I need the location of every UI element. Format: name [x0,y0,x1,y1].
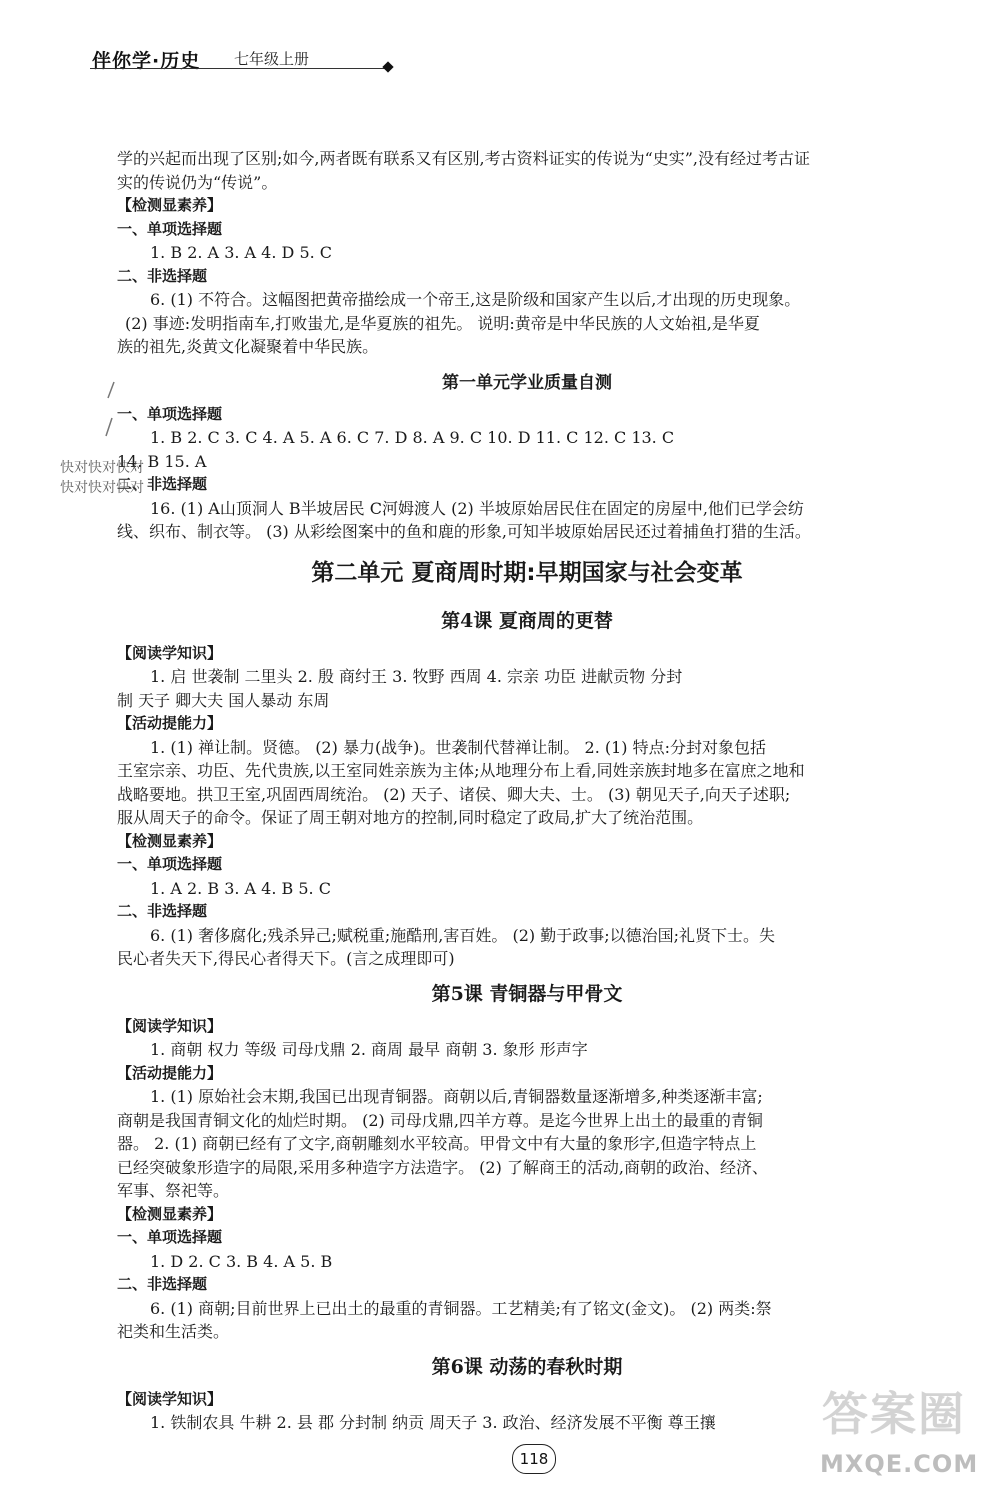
lesson-title: 第5课 青铜器与甲骨文 [431,982,623,1005]
question-type-label: 一、单项选择题 [117,404,223,423]
section-heading: 【检测显素养】 [117,1204,223,1223]
section-heading: 【检测显素养】 [117,196,223,214]
answer-line: 战略要地。拱卫王室,巩固西周统治。 (2) 天子、诸侯、卿大夫、士。 (3) 朝见天子,向天子述职; [117,784,791,804]
answer-line: 祀类和生活类。 [117,1322,230,1341]
unit-title: 第二单元 夏商周时期:早期国家与社会变革 [311,559,743,586]
page-content [117,147,937,1435]
question-type-label: 一、单项选择题 [117,219,223,238]
question-type-label: 一、单项选择题 [117,1228,223,1246]
watermark-url: MXQE.COM [820,1450,979,1478]
question-type-label: 一、单项选择题 [117,855,223,873]
answer-line: 16. (1) A山顶洞人 B半坡居民 C河姆渡人 (2) 半坡原始居民住在固定的房屋中,他们已学会纺 [150,498,804,518]
text-line: 实的传说仍为“传说”。 [117,172,278,192]
pencil-mark-icon [100,378,120,438]
answer-line: 已经突破象形造字的局限,采用多种造字方法造字。 (2) 了解商王的活动,商朝的政治、经济、 [117,1157,769,1177]
margin-note-line: 快对快对快对 [60,480,144,496]
answer-line: 1. B 2. A 3. A 4. D 5. C [150,243,333,262]
header-rule [90,68,388,69]
question-type-label: 二、非选择题 [117,902,208,920]
margin-note-line: 快对快对快对 [60,460,144,476]
answer-line: 14. B 15. A [117,451,207,471]
answer-line: 6. (1) 奢侈腐化;残杀异己;赋税重;施酷刑,害百姓。 (2) 勤于政事;以德治国;礼贤下士。失 [150,925,775,945]
answer-line: 制 天子 卿大夫 国人暴动 东周 [117,690,330,710]
answer-line: 6. (1) 商朝;目前世界上已出土的最重的青铜器。工艺精美;有了铭文(金文)。 (2) 两类:祭 [150,1298,772,1318]
answer-line: 6. (1) 不符合。这幅图把黄帝描绘成一个帝王,这是阶级和国家产生以后,才出现的历史现象。 [150,290,801,309]
answer-line: 线、织布、制衣等。 (3) 从彩绘图案中的鱼和鹿的形象,可知半坡原始居民还过着捕鱼打猎的生活。 [117,522,811,541]
answer-line: 服从周天子的命令。保证了周王朝对地方的控制,同时稳定了政局,扩大了统治范围。 [117,808,704,827]
text-line: 学的兴起而出现了区别;如今,两者既有联系又有区别,考古资料证实的传说为“史实”,没有经过考古证 [117,149,811,168]
section-heading: 【检测显素养】 [117,831,223,850]
answer-line: 1. D 2. C 3. B 4. A 5. B [150,1251,333,1271]
section-heading: 【活动提能力】 [117,714,223,732]
question-type-label: 二、非选择题 [117,1275,208,1293]
book-brand: 伴你学·历史 [92,50,201,72]
answer-line: 1. (1) 原始社会末期,我国已出现青铜器。商朝以后,青铜器数量逐渐增多,种类逐渐丰富; [150,1087,763,1106]
section-heading: 【阅读学知识】 [117,1389,223,1408]
answer-line: 1. 铁制农具 牛耕 2. 县 郡 分封制 纳贡 周天子 3. 政治、经济发展不平衡 尊王攘 [150,1413,716,1432]
section-heading: 【阅读学知识】 [117,643,223,662]
handwritten-margin-note [60,458,200,498]
question-type-label: 二、非选择题 [117,475,208,493]
section-heading: 【活动提能力】 [117,1063,223,1082]
lesson-title: 第6课 动荡的春秋时期 [431,1355,623,1378]
watermark-text: 答案圈 [822,1387,966,1441]
lesson-title: 第4课 夏商周的更替 [441,609,613,632]
answer-line: 民心者失天下,得民心者得天下。(言之成理即可) [117,949,455,968]
answer-line: 1. (1) 禅让制。贤德。 (2) 暴力(战争)。世袭制代替禅让制。 2. (1) 特点:分封对象包括 [150,737,767,757]
answer-line: 王室宗亲、功臣、先代贵族,以王室同姓亲族为主体;从地理分布上看,同姓亲族封地多在富庶之地和 [117,761,805,780]
watermark-logo [810,1378,990,1488]
answer-line: 1. 启 世袭制 二里头 2. 殷 商纣王 3. 牧野 西周 4. 宗亲 功臣 进献贡物 分封 [150,667,683,686]
unit-quiz-title: 第一单元学业质量自测 [442,372,612,393]
question-type-label: 二、非选择题 [117,266,208,285]
page-number: 118 [512,1444,556,1474]
answer-line: (2) 事迹:发明指南车,打败蚩尤,是华夏族的祖先。 说明:黄帝是中华民族的人文始祖,是华夏 [125,313,760,333]
answer-line: 1. B 2. C 3. C 4. A 5. A 6. C 7. D 8. A 9. C 10. D 11. C 12. C 13. C [150,428,675,447]
answer-line: 军事、祭祀等。 [117,1181,230,1200]
answer-line: 1. 商朝 权力 等级 司母戊鼎 2. 商周 最早 商朝 3. 象形 形声字 [150,1040,588,1059]
answer-line: 商朝是我国青铜文化的灿烂时期。 (2) 司母戊鼎,四羊方尊。是迄今世界上出土的最重的青铜 [117,1110,763,1130]
section-heading: 【阅读学知识】 [117,1016,223,1035]
answer-line: 器。 2. (1) 商朝已经有了文字,商朝雕刻水平较高。甲骨文中有大量的象形字,但造字特点上 [117,1134,757,1153]
answer-line: 1. A 2. B 3. A 4. B 5. C [150,878,331,898]
answer-line: 族的祖先,炎黄文化凝聚着中华民族。 [117,337,379,356]
grade-label: 七年级上册 [234,50,310,68]
